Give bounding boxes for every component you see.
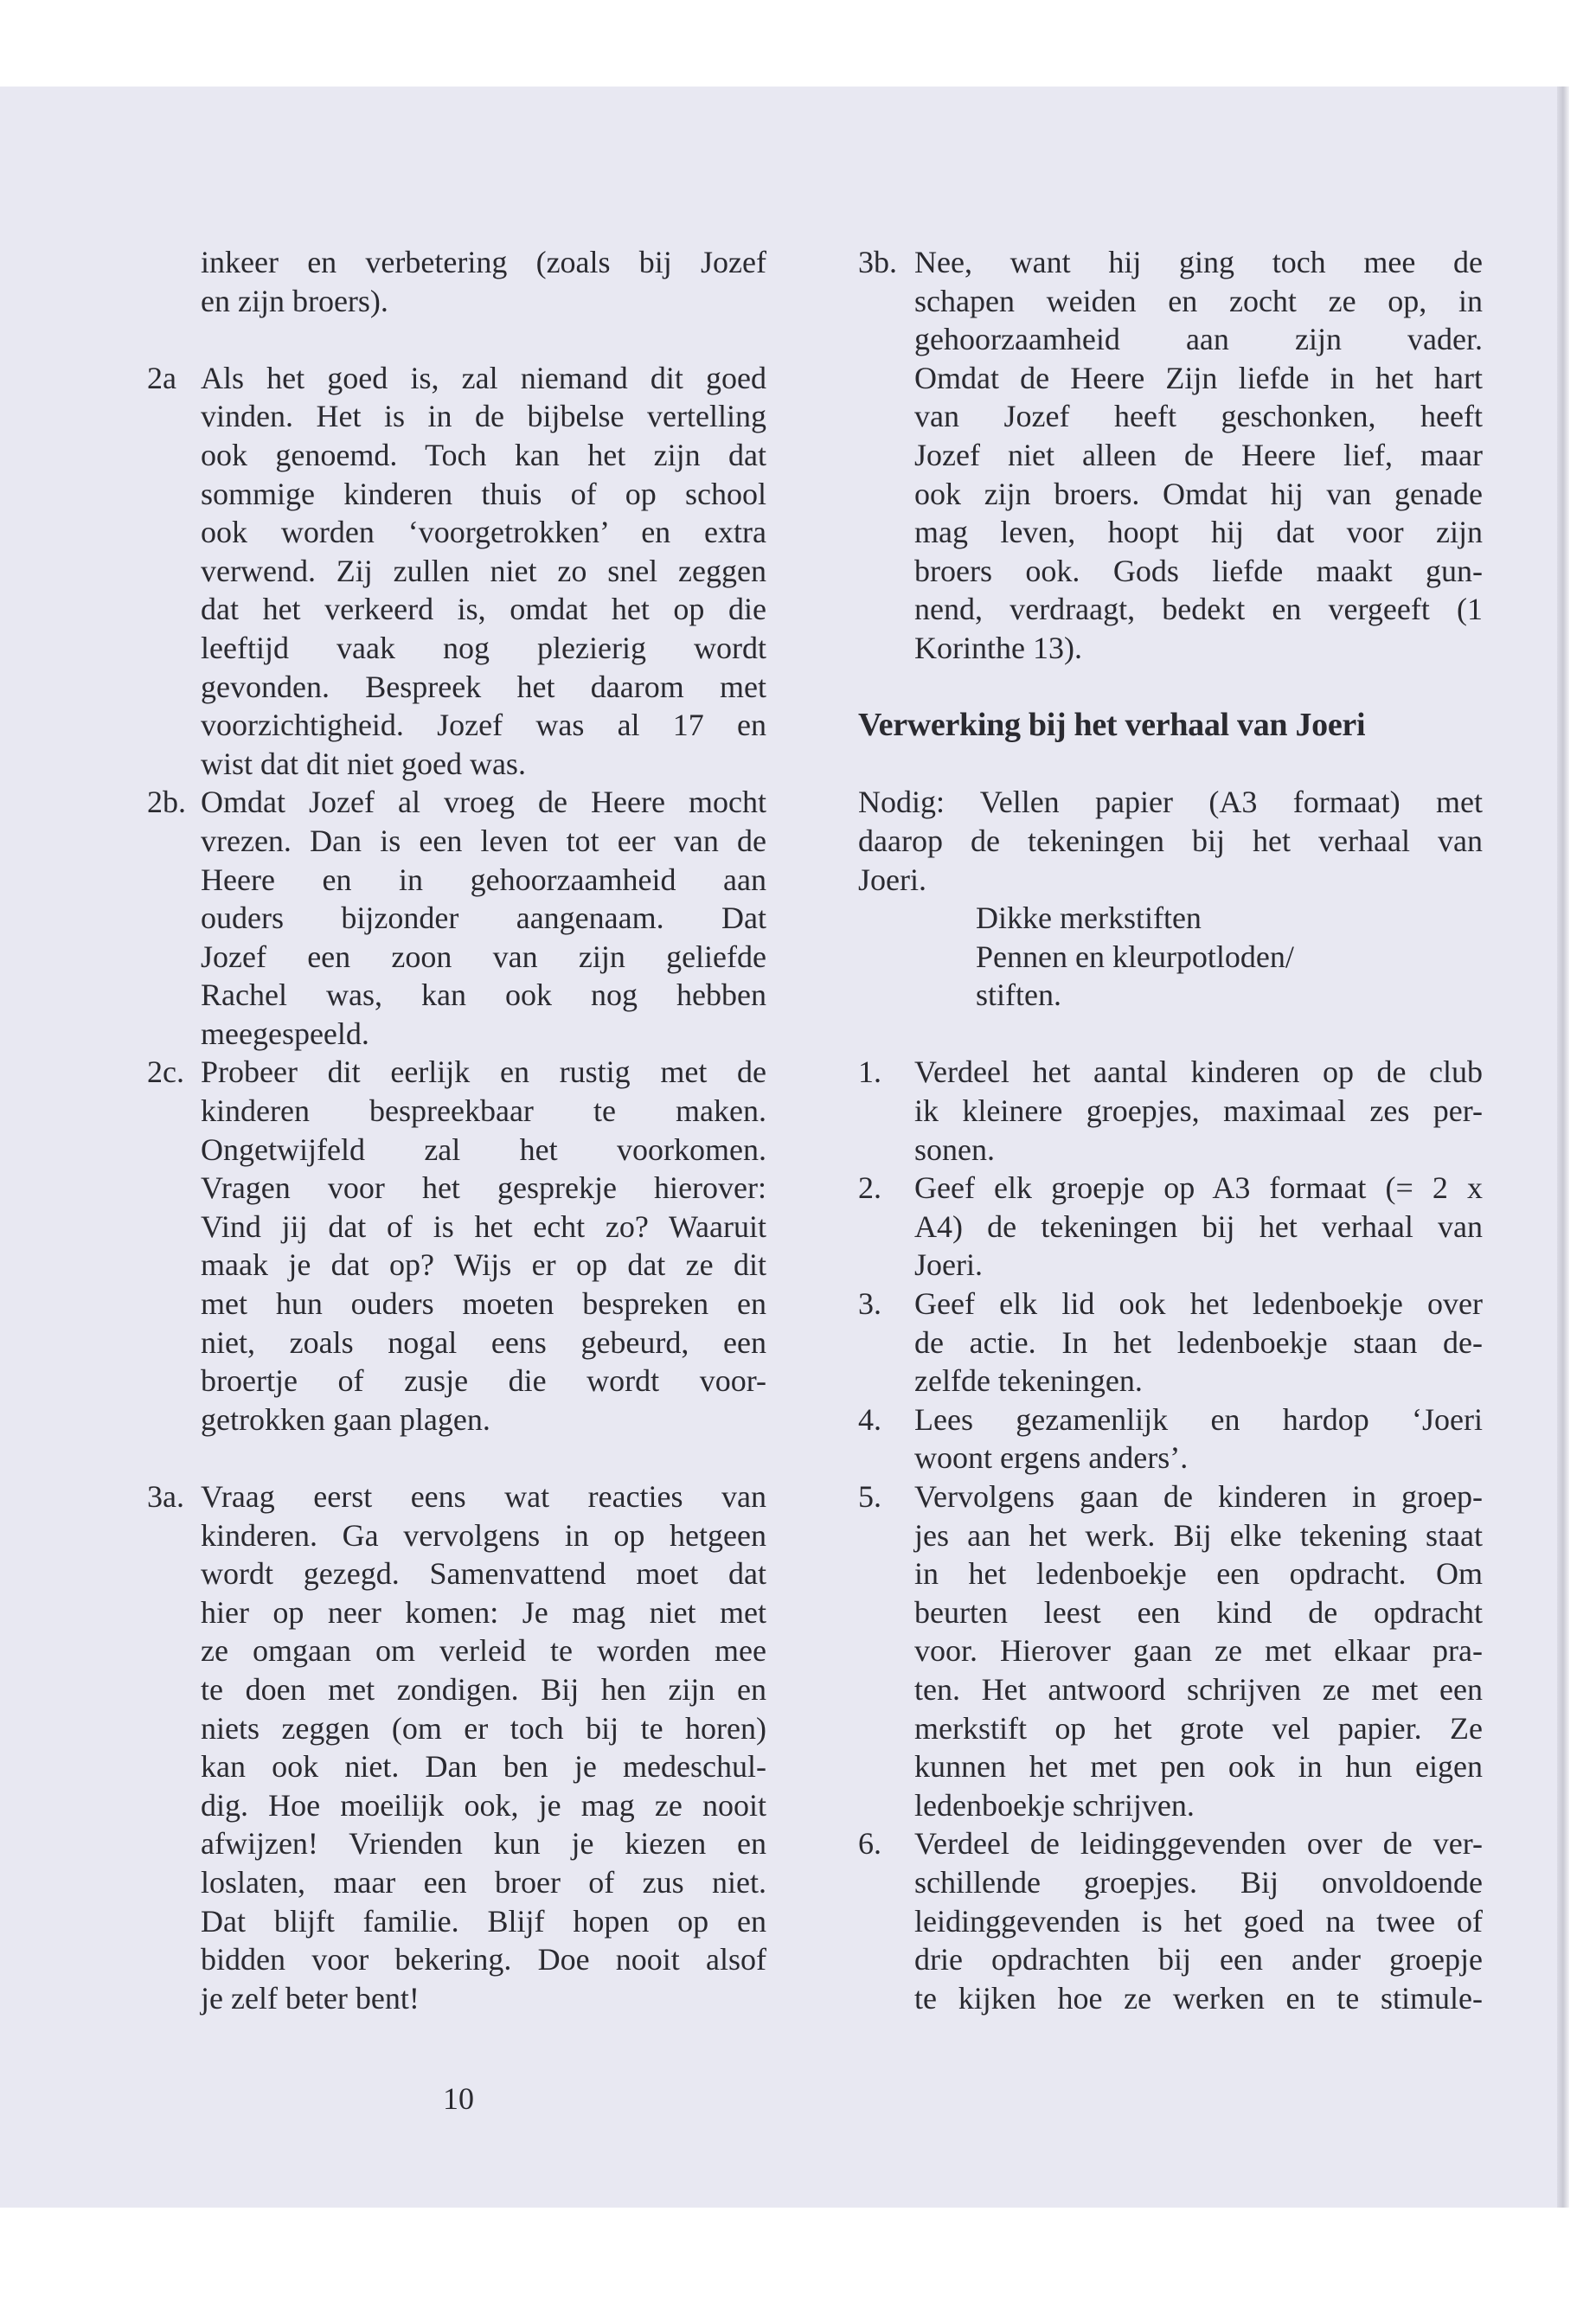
text-line: vrezen. Dan is een leven tot eer van de (201, 823, 766, 858)
item-number: 3a. (147, 1479, 184, 1514)
text-line: wist dat dit niet goed was. (201, 746, 526, 781)
text-line: Omdat Jozef al vroeg de Heere mocht (201, 785, 766, 820)
text-line: beurten leest een kind de opdracht (914, 1594, 1483, 1630)
text-lines (201, 783, 766, 1053)
text-line: van Jozef heeft geschonken, heeft (914, 399, 1483, 434)
text-lines (914, 1169, 1483, 1285)
text-line: kan ook niet. Dan ben je medeschul- (201, 1749, 766, 1785)
text-line: te kijken hoe ze werken en te stimule- (914, 1980, 1483, 2016)
numbered-item (858, 1824, 1483, 2017)
text-line: ouders bijzonder aangenaam. Dat (201, 901, 766, 936)
item-number: 6. (858, 1826, 881, 1862)
text-line: dig. Hoe moeilijk ook, je mag ze nooit (201, 1787, 766, 1823)
text-line: ook zijn broers. Omdat hij van genade (914, 476, 1483, 511)
text-line: Dikke merkstiften (976, 901, 1202, 936)
text-line: schapen weiden en zocht ze op, in (914, 283, 1483, 318)
text-line: te doen met zondigen. Bij hen zijn en (201, 1671, 766, 1707)
text-line: ze omgaan om verleid te worden mee (201, 1633, 766, 1669)
text-line: en zijn broers). (201, 283, 388, 318)
item-number: 2c. (147, 1054, 184, 1090)
text-line: Lees gezamenlijk en hardop ‘Joeri (914, 1401, 1483, 1437)
text-line: Verdeel het aantal kinderen op de club (914, 1054, 1483, 1090)
text-line: daarop de tekeningen bij het verhaal van (858, 823, 1483, 858)
text-line: dat het verkeerd is, omdat het op die (201, 592, 766, 627)
text-lines (914, 243, 1483, 668)
text-line: ten. Het antwoord schrijven ze met een (914, 1671, 1483, 1707)
text-line: de actie. In het ledenboekje staan de- (914, 1324, 1483, 1360)
page-binding-edge (1557, 87, 1569, 2208)
numbered-item (147, 359, 766, 784)
numbered-item (858, 1400, 1483, 1477)
text-line: nend, verdraagt, bedekt en vergeeft (1 (914, 592, 1483, 627)
numbered-item (858, 1053, 1483, 1169)
section-heading (858, 706, 1483, 745)
text-line: Omdat de Heere Zijn liefde in het hart (914, 360, 1483, 395)
text-line: Nee, want hij ging toch mee de (914, 245, 1483, 279)
text-line: stiften. (976, 977, 1061, 1013)
text-line: Geef elk groepje op A3 formaat (= 2 x (914, 1170, 1483, 1206)
numbered-item (858, 1285, 1483, 1400)
text-line: voor. Hierover gaan ze met elkaar pra- (914, 1633, 1483, 1669)
numbered-item (147, 1477, 766, 2017)
text-line: schillende groepjes. Bij onvoldoende (914, 1864, 1483, 1900)
paragraph (147, 243, 766, 320)
text-line: Verwerking bij het verhaal van Joeri (858, 707, 1366, 744)
text-line: afwijzen! Vrienden kun je kiezen en (201, 1826, 766, 1862)
text-line: Dat blijft familie. Blijf hopen op en (201, 1903, 766, 1939)
text-line: ook worden ‘voorgetrokken’ en extra (201, 515, 766, 550)
text-line: jes aan het werk. Bij elke tekening staat (914, 1517, 1483, 1553)
blank-line (147, 1439, 766, 1477)
text-line: Joeri. (914, 1247, 983, 1283)
item-number: 3b. (858, 245, 897, 279)
text-lines (201, 1053, 766, 1439)
text-line: maak je dat op? Wijs er op dat ze dit (201, 1247, 766, 1283)
text-line: A4) de tekeningen bij het verhaal van (914, 1208, 1483, 1244)
item-number: 2a (147, 360, 176, 395)
text-line: broers ook. Gods liefde maakt gun- (914, 553, 1483, 588)
text-line: Pennen en kleurpotloden/ (976, 939, 1294, 974)
item-number: 5. (858, 1479, 881, 1514)
blank-line (147, 320, 766, 359)
text-line: Probeer dit eerlijk en rustig met de (201, 1054, 766, 1090)
text-lines (914, 1285, 1483, 1400)
text-line: Geef elk lid ook het ledenboekje over (914, 1286, 1483, 1322)
text-line: verwend. Zij zullen niet zo snel zeggen (201, 553, 766, 588)
numbered-item (147, 783, 766, 1053)
blank-line (858, 745, 1483, 784)
right-column (858, 243, 1483, 2017)
text-line: met hun ouders moeten bespreken en (201, 1286, 766, 1322)
text-line: kunnen het met pen ook in hun eigen (914, 1749, 1483, 1785)
blank-line (858, 1015, 1483, 1054)
text-line: Vragen voor het gesprekje hierover: (201, 1170, 766, 1206)
text-line: voorzichtigheid. Jozef was al 17 en (201, 708, 766, 743)
text-lines (858, 783, 1483, 899)
text-line: niet, zoals nogal eens gebeurd, een (201, 1324, 766, 1360)
text-line: Vind jij dat of is het echt zo? Waaruit (201, 1208, 766, 1244)
text-line: ik kleinere groepjes, maximaal zes per- (914, 1093, 1483, 1129)
text-line: mag leven, hoopt hij dat voor zijn (914, 515, 1483, 550)
text-lines (201, 359, 766, 784)
text-lines (914, 1824, 1483, 2017)
text-lines (914, 1477, 1483, 1824)
text-line: Rachel was, kan ook nog hebben (201, 977, 766, 1013)
text-line: leeftijd vaak nog plezierig wordt (201, 630, 766, 665)
text-line: loslaten, maar een broer of zus niet. (201, 1864, 766, 1900)
text-line: zelfde tekeningen. (914, 1363, 1143, 1399)
text-line: ledenboekje schrijven. (914, 1787, 1195, 1823)
left-column (147, 243, 766, 2017)
text-line: meegespeeld. (201, 1016, 369, 1051)
text-line: broertje of zusje die wordt voor- (201, 1363, 766, 1399)
item-number: 2. (858, 1170, 881, 1206)
item-number: 1. (858, 1054, 881, 1090)
text-line: hier op neer komen: Je mag niet met (201, 1594, 766, 1630)
text-line: woont ergens anders’. (914, 1440, 1189, 1476)
text-line: Joeri. (858, 862, 926, 897)
text-line: kinderen. Ga vervolgens in op hetgeen (201, 1517, 766, 1553)
text-lines (976, 899, 1483, 1015)
text-lines (201, 243, 766, 320)
text-line: gehoorzaamheid aan zijn vader. (914, 322, 1483, 357)
text-line: kinderen bespreekbaar te maken. (201, 1093, 766, 1129)
numbered-item (858, 243, 1483, 668)
text-line: Korinthe 13). (914, 630, 1082, 665)
text-line: sonen. (914, 1131, 995, 1167)
text-line: Jozef niet alleen de Heere lief, maar (914, 437, 1483, 472)
text-line: ook genoemd. Toch kan het zijn dat (201, 437, 766, 472)
text-line: inkeer en verbetering (zoals bij Jozef (201, 245, 766, 279)
paragraph (858, 899, 1483, 1015)
text-line: gevonden. Bespreek het daarom met (201, 669, 766, 704)
item-number: 3. (858, 1286, 881, 1322)
text-lines (858, 706, 1483, 745)
text-line: Ongetwijfeld zal het voorkomen. (201, 1131, 766, 1167)
text-line: merkstift op het grote vel papier. Ze (914, 1710, 1483, 1746)
text-line: in het ledenboekje een opdracht. Om (914, 1556, 1483, 1592)
item-number: 2b. (147, 785, 186, 820)
text-lines (201, 1477, 766, 2017)
text-line: leidinggevenden is het goed na twee of (914, 1903, 1483, 1939)
page-number: 10 (443, 2081, 474, 2116)
text-line: getrokken gaan plagen. (201, 1401, 490, 1437)
text-line: bidden voor bekering. Doe nooit alsof (201, 1942, 766, 1977)
blank-line (858, 668, 1483, 707)
text-line: niets zeggen (om er toch bij te horen) (201, 1710, 766, 1746)
numbered-item (858, 1169, 1483, 1285)
item-number: 4. (858, 1401, 881, 1437)
text-line: drie opdrachten bij een ander groepje (914, 1942, 1483, 1977)
text-line: Als het goed is, zal niemand dit goed (201, 360, 766, 395)
text-line: Jozef een zoon van zijn geliefde (201, 939, 766, 974)
text-line: Vervolgens gaan de kinderen in groep- (914, 1479, 1483, 1514)
text-lines (914, 1400, 1483, 1477)
text-line: Vraag eerst eens wat reacties van (201, 1479, 766, 1514)
numbered-item (858, 1477, 1483, 1824)
text-line: Verdeel de leidinggevenden over de ver- (914, 1826, 1483, 1862)
text-line: sommige kinderen thuis of op school (201, 476, 766, 511)
numbered-item (147, 1053, 766, 1439)
text-line: Nodig: Vellen papier (A3 formaat) met (858, 785, 1483, 820)
text-lines (914, 1053, 1483, 1169)
text-line: wordt gezegd. Samenvattend moet dat (201, 1556, 766, 1592)
text-line: vinden. Het is in de bijbelse vertelling (201, 399, 766, 434)
text-line: je zelf beter bent! (201, 1980, 420, 2016)
text-line: Heere en in gehoorzaamheid aan (201, 862, 766, 897)
paragraph (858, 783, 1483, 899)
